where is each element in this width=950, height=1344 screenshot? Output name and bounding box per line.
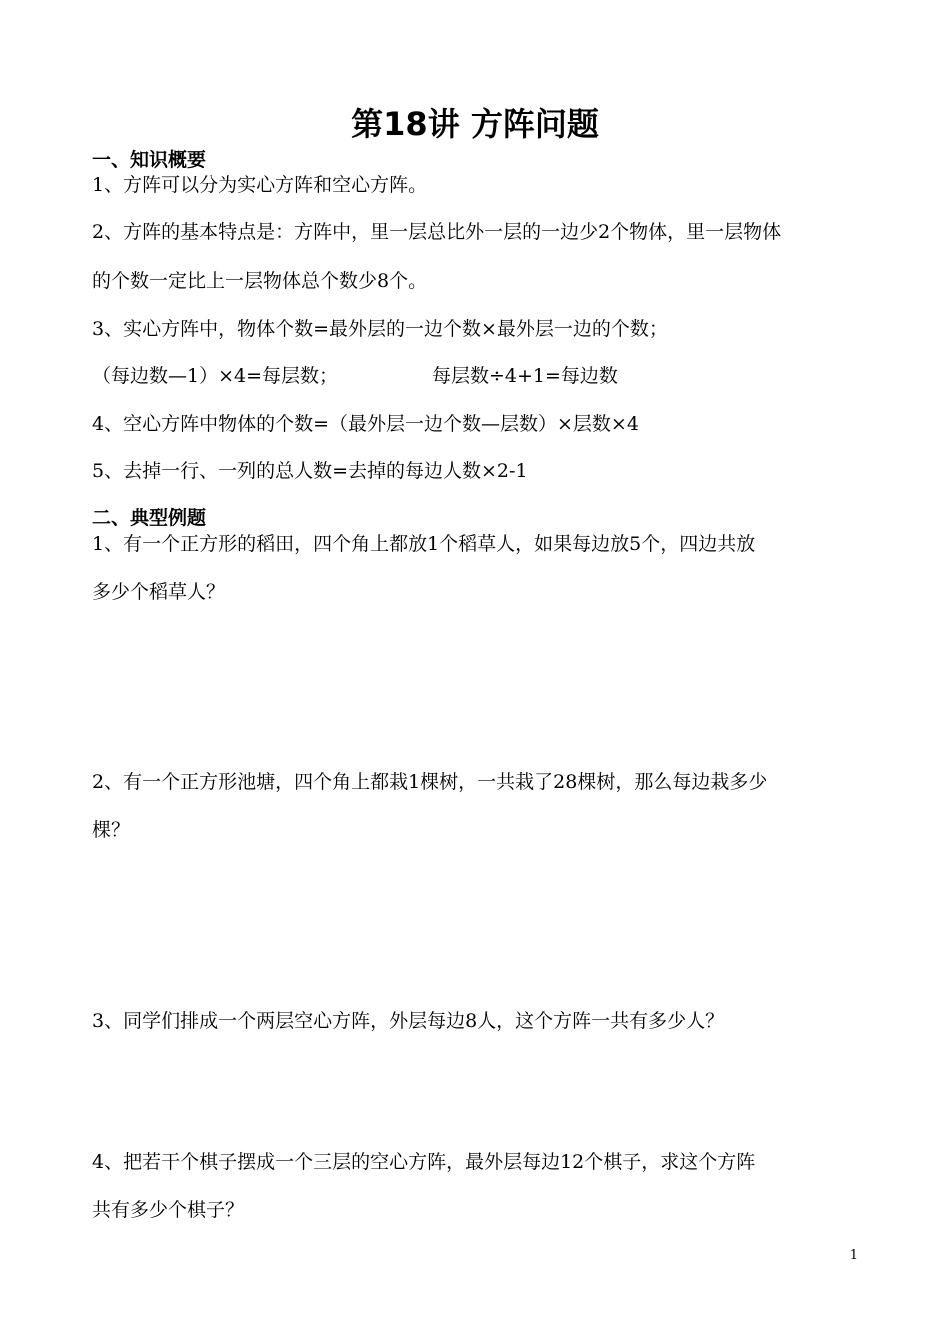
knowledge-line-5: 5、去掉一行、一列的总人数=去掉的每边人数×2-1 bbox=[92, 460, 528, 482]
page-title: 第18讲 方阵问题 bbox=[351, 105, 599, 143]
section-heading-knowledge: 一、知识概要 bbox=[92, 149, 207, 171]
example-2-line-1: 2、有一个正方形池塘，四个角上都栽1棵树，一共栽了28棵树，那么每边栽多少 bbox=[92, 771, 768, 793]
knowledge-formula-layer: （每边数—1）×4=每层数； bbox=[92, 365, 339, 387]
knowledge-line-1: 1、方阵可以分为实心方阵和空心方阵。 bbox=[92, 174, 428, 196]
section-heading-examples: 二、典型例题 bbox=[92, 507, 207, 529]
knowledge-line-3: 3、实心方阵中，物体个数=最外层的一边个数×最外层一边的个数； bbox=[92, 318, 668, 340]
page-number: 1 bbox=[849, 1248, 858, 1263]
knowledge-line-2: 2、方阵的基本特点是：方阵中，里一层总比外一层的一边少2个物体，里一层物体 bbox=[92, 221, 782, 243]
example-2-line-2: 棵？ bbox=[92, 819, 131, 841]
knowledge-line-4: 4、空心方阵中物体的个数=（最外层一边个数—层数）×层数×4 bbox=[92, 413, 639, 435]
knowledge-line-2-cont: 的个数一定比上一层物体总个数少8个。 bbox=[92, 270, 428, 292]
example-4-line-2: 共有多少个棋子？ bbox=[92, 1199, 245, 1221]
example-1-line-2: 多少个稻草人？ bbox=[92, 581, 226, 603]
knowledge-formula-side: 每层数÷4+1=每边数 bbox=[432, 365, 618, 387]
example-4-line-1: 4、把若干个棋子摆成一个三层的空心方阵，最外层每边12个棋子，求这个方阵 bbox=[92, 1151, 756, 1173]
example-3-line-1: 3、同学们排成一个两层空心方阵，外层每边8人，这个方阵一共有多少人？ bbox=[92, 1010, 725, 1032]
example-1-line-1: 1、有一个正方形的稻田，四个角上都放1个稻草人，如果每边放5个，四边共放 bbox=[92, 533, 756, 555]
